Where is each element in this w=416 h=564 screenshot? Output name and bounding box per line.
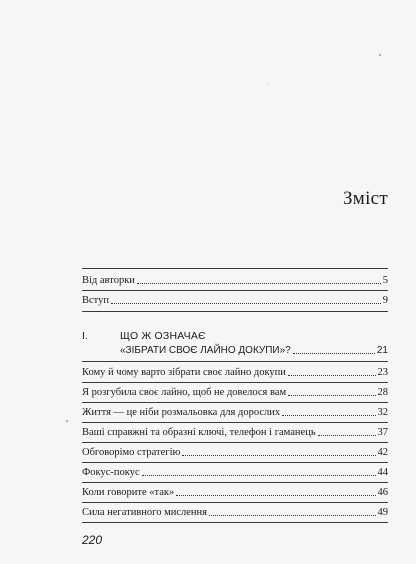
toc-entry xyxy=(82,294,388,307)
leader-dots xyxy=(288,394,375,396)
leader-dots xyxy=(176,494,375,496)
toc-entry-label: Кому й чому варто зібрати своє лайно докупи xyxy=(82,367,286,378)
divider xyxy=(82,482,388,483)
toc-entry-label: Обговорімо стратегію xyxy=(82,447,181,458)
section-title-line1: ЩО Ж ОЗНАЧАЄ xyxy=(120,330,206,342)
scan-speck xyxy=(66,420,68,422)
scan-speck xyxy=(267,83,268,84)
toc-entry xyxy=(82,486,388,499)
toc-entry-page: 28 xyxy=(377,387,388,398)
leader-dots xyxy=(293,352,375,354)
divider xyxy=(82,462,388,463)
leader-dots xyxy=(288,374,376,376)
toc-entry xyxy=(82,406,388,419)
toc-entry-label: Я розгубила своє лайно, щоб не довелося вам xyxy=(82,387,287,398)
leader-dots xyxy=(182,454,375,456)
bottom-rule xyxy=(82,522,388,523)
section-number: I. xyxy=(82,330,88,342)
toc-entry xyxy=(82,386,388,399)
section-page: 21 xyxy=(376,345,388,356)
divider xyxy=(82,311,388,312)
toc-entry-page: 49 xyxy=(377,507,388,518)
toc-entry xyxy=(82,366,388,379)
divider xyxy=(82,382,388,383)
toc-entry-page: 46 xyxy=(377,487,388,498)
toc-entry-page: 32 xyxy=(377,407,388,418)
toc-entry-page: 9 xyxy=(382,295,388,306)
divider xyxy=(82,442,388,443)
toc-entry xyxy=(82,274,388,287)
leader-dots xyxy=(142,474,376,476)
leader-dots xyxy=(111,302,381,304)
divider xyxy=(82,290,388,291)
leader-dots xyxy=(137,282,381,284)
toc-entry-page: 44 xyxy=(377,467,388,478)
divider xyxy=(82,422,388,423)
section-title-entry xyxy=(120,344,388,357)
toc-entry xyxy=(82,506,388,519)
top-rule xyxy=(82,268,388,269)
toc-entry-page: 5 xyxy=(382,275,388,286)
toc-entry-label: Коли говорите «так» xyxy=(82,487,175,498)
divider xyxy=(82,361,388,362)
toc-entry-label: Життя — це ніби розмальовка для дорослих xyxy=(82,407,281,418)
toc-entry-label: Вступ xyxy=(82,295,109,306)
toc-entry xyxy=(82,466,388,479)
leader-dots xyxy=(209,514,376,516)
toc-entry-page: 23 xyxy=(377,367,388,378)
toc-entry-label: Фокус-покус xyxy=(82,467,140,478)
page-title: Зміст xyxy=(342,188,388,209)
toc-entry xyxy=(82,446,388,459)
toc-entry-page: 42 xyxy=(377,447,388,458)
page-number: 220 xyxy=(82,533,103,547)
toc-entry-label: Сила негативного мислення xyxy=(82,507,207,518)
toc-entry xyxy=(82,426,388,439)
divider xyxy=(82,502,388,503)
scan-speck xyxy=(379,54,381,56)
leader-dots xyxy=(318,434,376,436)
divider xyxy=(82,402,388,403)
toc-entry-label: Від авторки xyxy=(82,275,135,286)
toc-entry-page: 37 xyxy=(377,427,388,438)
toc-entry-label: Ваші справжні та образні ключі, телефон і гаманець xyxy=(82,427,316,438)
section-title-line2: «ЗІБРАТИ СВОЄ ЛАЙНО ДОКУПИ»? xyxy=(120,345,291,356)
leader-dots xyxy=(282,414,375,416)
